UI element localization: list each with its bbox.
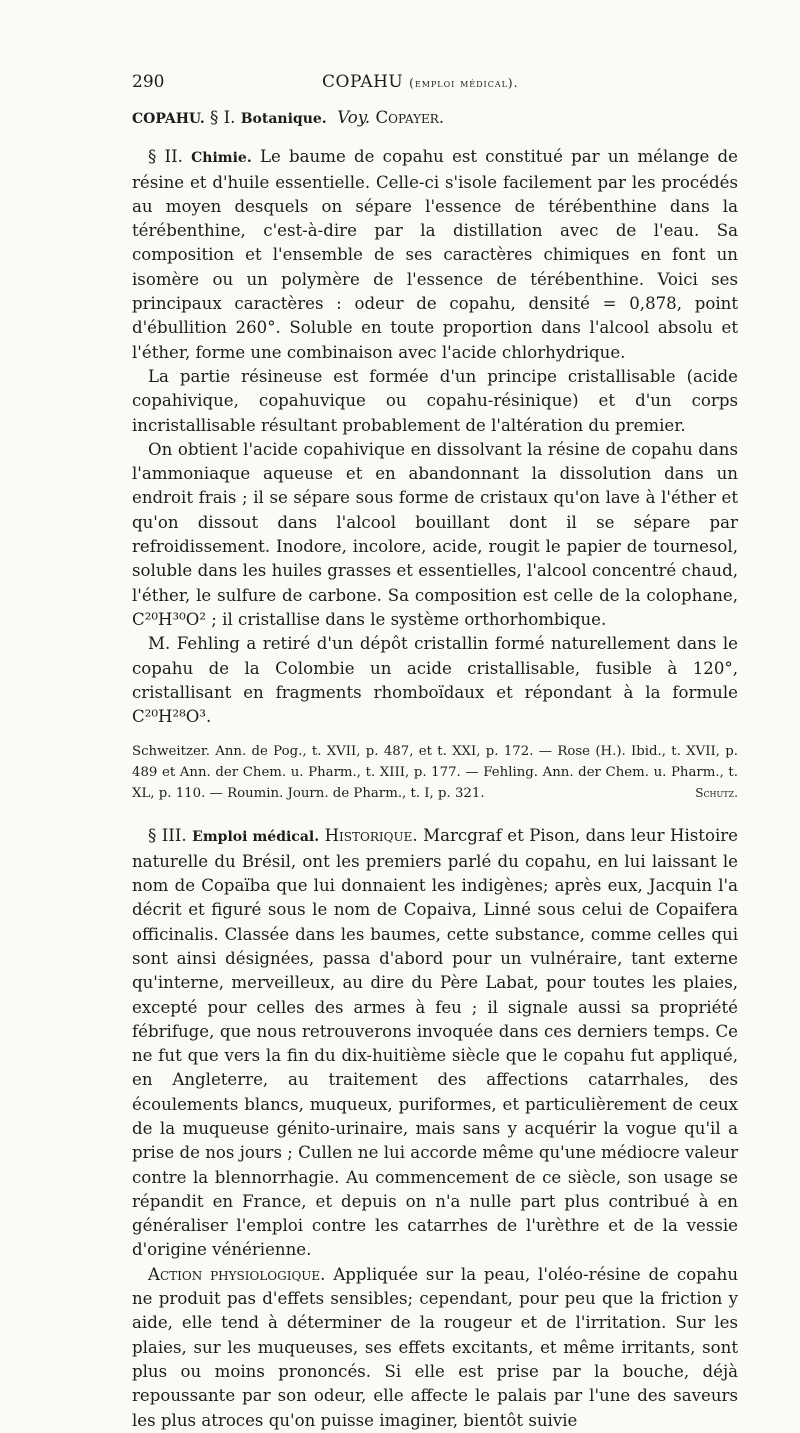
emploi-text-1: Marcgraf et Pison, dans leur Histoire naturelle du Brésil, ont les premiers parlé du copahu, en lui laissant le nom de Copaïba que lui donnaient les indigènes; après eux, Jacquin l'a décrit et figuré sous le nom de Copaiva, Linné sous celui de Copaifera officinalis. Classée dans les baumes, cette substance, comme celles qui sont ainsi désignées, passa d'abord pour un vulnéraire, tant externe qu'interne, merveilleux, au dire du Père Labat, pour toutes les plaies, excepté pour celles des armes à feu ; il signale aussi sa propriété fébrifuge, que nous retrouverons invoquée dans ces derniers temps. Ce ne fut que vers la fin du dix-huitième siècle que le copahu fut appliqué, en Angleterre, au traitement des affections catarrhales, des écoulements blancs, muqueux, puriformes, et particulièrement de ceux de la muqueuse génito-urinaire, mais sans y acquérir la vogue qu'il a prise de nos jours ; Cullen ne lui accorde même qu'une médiocre valeur contre la blennorrhagie. Au commencement de ce siècle, son usage se répandit en France, et depuis on n'a nulle part plus contribué à en généraliser l'emploi contre les catarrhes de l'urèthre et de la vessie d'origine vénérienne. bbox=[132, 826, 739, 1260]
voy-label: Voy. bbox=[337, 108, 371, 127]
chimie-num: § II. bbox=[148, 147, 183, 167]
entry-heading bbox=[132, 106, 738, 131]
emploi-text-2: Appliquée sur la peau, l'oléo-résine de copahu ne produit pas d'effets sensibles; cependant, pour peu que la friction y aide, elle tend à déterminer de la rougeur et de l'irritation. Sur les plaies, sur les muqueuses, ses effets excitants, et même irritants, sont plus ou moins prononcés. Si elle est prise par la bouche, déjà repoussante par son odeur, elle affecte le palais par l'une des saveurs les plus atroces qu'on puisse imaginer, bientôt suivie bbox=[132, 1264, 739, 1430]
voy-target: Copayer. bbox=[375, 108, 445, 127]
headword: COPAHU. bbox=[132, 111, 205, 127]
section-emploi bbox=[132, 824, 738, 1432]
historique-label: Historique. bbox=[324, 826, 418, 846]
emploi-paragraph-2 bbox=[132, 1263, 738, 1433]
section-symbol: § bbox=[210, 108, 219, 127]
emploi-label: Emploi médical. bbox=[192, 829, 320, 846]
running-head bbox=[132, 72, 738, 96]
page-number: 290 bbox=[132, 72, 165, 92]
running-title bbox=[322, 72, 518, 92]
section-chimie bbox=[132, 145, 738, 804]
chimie-paragraph-2: La partie résineuse est formée d'un principe cristallisable (acide copahivique, copahuvique ou copahu-résinique) et d'un corps incristallisable résultant probablement de l'altération du premier. bbox=[132, 366, 738, 435]
references-text: Schweitzer. Ann. de Pog., t. XVII, p. 487, et t. XXI, p. 172. — Rose (H.). Ibid., t. XVII, p. 489 et Ann. der Chem. u. Pharm., t. XIII, p. 177. — Fehling. Ann. der Chem. u. Pharm., t. XL, p. 110. — Roumin. Journ. de Pharm., t. I, p. 321. bbox=[132, 744, 738, 802]
action-label: Action physiologique. bbox=[148, 1264, 326, 1284]
chimie-label: Chimie. bbox=[191, 150, 252, 167]
running-title-sub: (emploi médical). bbox=[409, 76, 519, 90]
emploi-paragraph-1 bbox=[132, 824, 738, 1262]
chimie-text-1: Le baume de copahu est constitué par un mélange de résine et d'huile essentielle. Celle-ci s'isole facilement par les procédés au moyen desquels on sépare l'essence de térébenthine dans la térébenthine, c'est-à-dire par la distillation avec de l'eau. Sa composition et l'ensemble de ses caractères chimiques en font un isomère ou un polymère de l'essence de térébenthine. Voici ses principaux caractères : odeur de copahu, densité = 0,878, point d'ébullition 260°. Soluble en toute proportion dans l'alcool absolu et l'éther, forme une combinaison avec l'acide chlorhydrique. bbox=[132, 147, 738, 362]
chimie-paragraph-4: M. Fehling a retiré d'un dépôt cristallin formé naturellement dans le copahu de la Colombie un acide cristallisable, fusible à 120°, cristallisant en fragments rhomboïdaux et répondant à la formule C²⁰H²⁸O³. bbox=[132, 634, 738, 727]
running-title-main: COPAHU bbox=[322, 72, 404, 92]
emploi-num: § III. bbox=[148, 826, 187, 846]
chimie-paragraph-3: On obtient l'acide copahivique en dissolvant la résine de copahu dans l'ammoniaque aqueuse et en abandonnant la dissolution dans un endroit frais ; il se sépare sous forme de cristaux qu'on lave à l'éther et qu'on dissout dans l'alcool bouillant dont il se sépare par refroidissement. Inodore, incolore, acide, rougit le papier de tournesol, soluble dans les huiles grasses et essentielles, l'alcool concentré chaud, l'éther, le sulfure de carbone. Sa composition est celle de la colophane, C²⁰H³⁰O² ; il cristallise dans le système orthorhombique. bbox=[132, 439, 738, 629]
section-1-title: Botanique. bbox=[240, 111, 327, 127]
chimie-references bbox=[132, 741, 738, 804]
author-signature: Schutz. bbox=[695, 786, 738, 801]
chimie-paragraph-1 bbox=[132, 145, 738, 365]
page bbox=[132, 72, 738, 1433]
section-1-number: I. bbox=[223, 108, 236, 127]
